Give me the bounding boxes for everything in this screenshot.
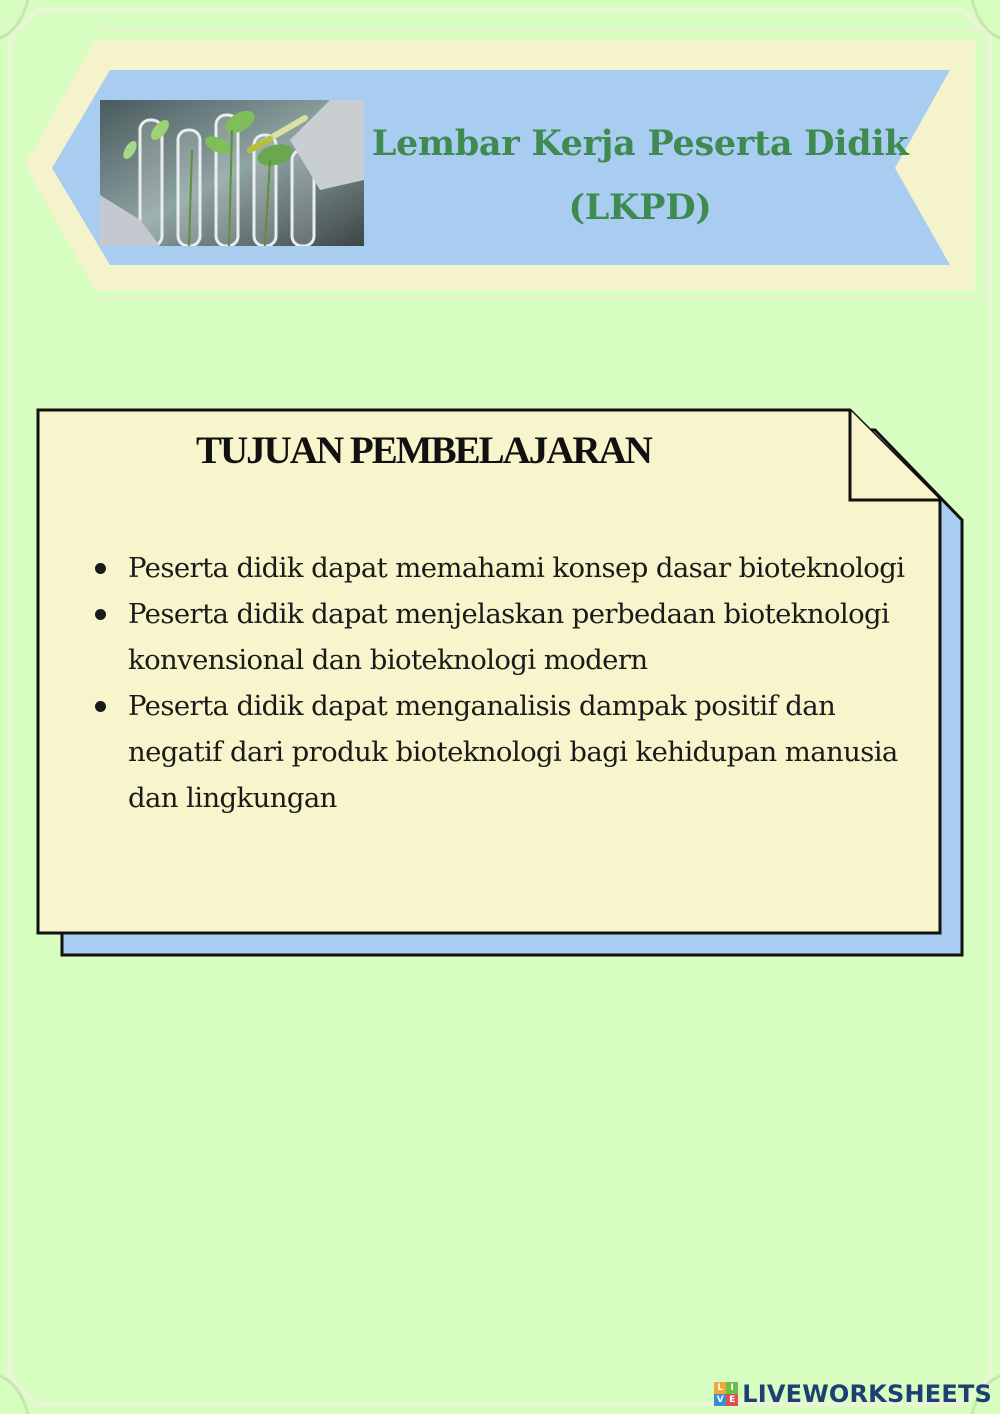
bullet-icon xyxy=(95,563,106,574)
worksheet-title-line1: Lembar Kerja Peserta Didik xyxy=(371,123,909,164)
objective-text: Peserta didik dapat menjelaskan perbedaan bioteknologi konvensional dan bioteknologi modern xyxy=(128,598,890,676)
liveworksheets-brand[interactable] xyxy=(714,1376,992,1412)
brand-text: LIVEWORKSHEETS xyxy=(742,1380,992,1408)
objective-text: Peserta didik dapat memahami konsep dasar bioteknologi xyxy=(128,552,905,584)
objective-text: Peserta didik dapat menganalisis dampak positif dan negatif dari produk bioteknologi bagi kehidupan manusia dan lingkungan xyxy=(128,690,898,814)
list-item xyxy=(88,591,928,683)
objectives-title: TUJUAN PEMBELAJARAN xyxy=(196,429,651,472)
objectives-list xyxy=(88,545,928,821)
bullet-icon xyxy=(95,701,106,712)
liveworksheets-logo-icon: L I V E xyxy=(714,1382,738,1406)
list-item xyxy=(88,545,928,591)
worksheet-title-line2: (LKPD) xyxy=(568,187,712,228)
list-item xyxy=(88,683,928,821)
bullet-icon xyxy=(95,609,106,620)
